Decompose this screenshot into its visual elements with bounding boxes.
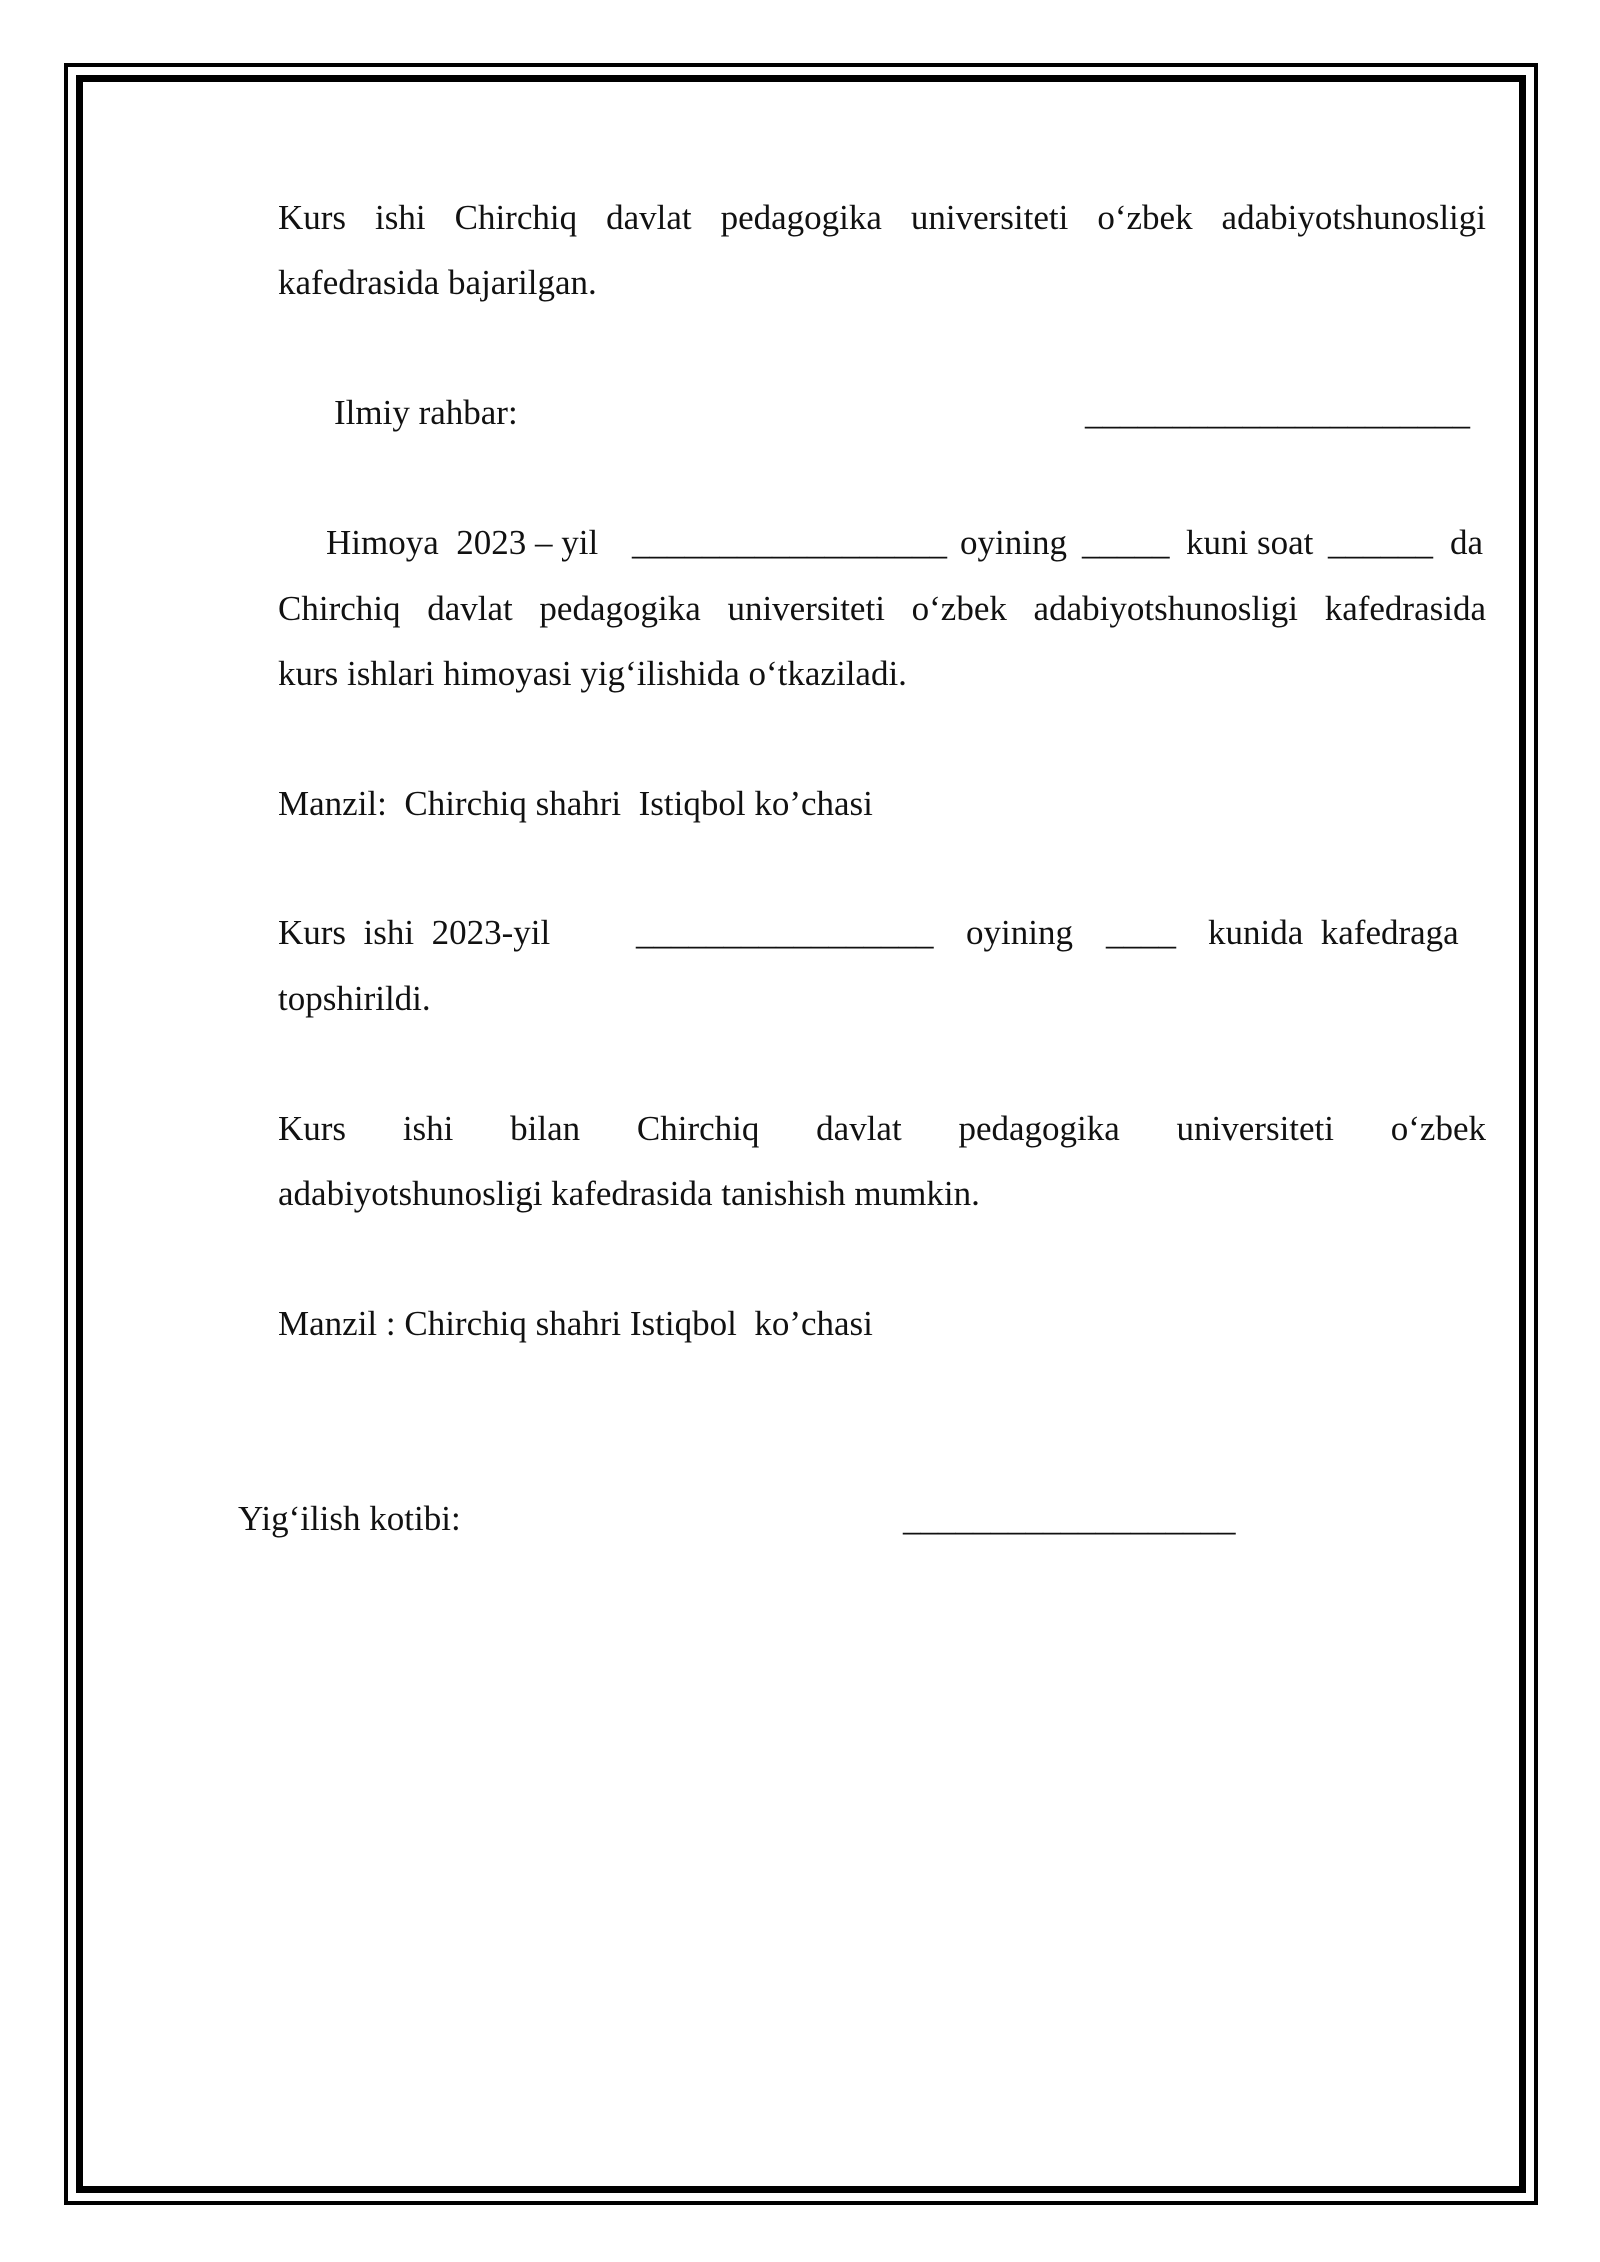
- paragraph-line: Kurs ishi bilan Chirchiq davlat pedagogika universiteti o‘zbek: [278, 1109, 1486, 1148]
- paragraph-submitted-body: [278, 966, 1486, 1031]
- defense-hour-blank: ______: [1328, 523, 1433, 562]
- submitted-suffix: kunida kafedraga: [1208, 913, 1459, 952]
- paragraph-line: kafedrasida bajarilgan.: [278, 263, 597, 302]
- paragraph-line: Chirchiq davlat pedagogika universiteti o‘zbek adabiyotshunosligi kafedrasida: [278, 589, 1486, 628]
- submitted-word-month: oyining: [966, 913, 1073, 952]
- secretary-label: Yig‘ilish kotibi:: [238, 1499, 461, 1538]
- submitted-day-blank: ____: [1106, 913, 1176, 952]
- defense-word-month: oyining: [960, 523, 1067, 562]
- address-line: Manzil : Chirchiq shahri Istiqbol ko’chasi: [278, 1304, 873, 1343]
- supervisor-signature-blank: ______________________: [1085, 393, 1470, 432]
- paragraph-available: [278, 1096, 1486, 1226]
- address-line: Manzil: Chirchiq shahri Istiqbol ko’chasi: [278, 784, 873, 823]
- defense-word-day: kuni soat: [1186, 523, 1314, 562]
- paragraph-defense-body: [278, 576, 1486, 706]
- secretary-signature-blank: ___________________: [903, 1499, 1236, 1538]
- paragraph-line: kurs ishlari himoyasi yig‘ilishida o‘tkaziladi.: [278, 654, 907, 693]
- submitted-prefix: Kurs ishi 2023-yil: [278, 913, 551, 952]
- paragraph-line: topshirildi.: [278, 979, 431, 1018]
- defense-day-blank: _____: [1082, 523, 1170, 562]
- supervisor-label: Ilmiy rahbar:: [334, 393, 518, 432]
- paragraph-line: adabiyotshunosligi kafedrasida tanishish mumkin.: [278, 1174, 980, 1213]
- paragraph-line: Kurs ishi Chirchiq davlat pedagogika universiteti o‘zbek adabiyotshunosligi: [278, 198, 1486, 237]
- defense-month-blank: __________________: [632, 523, 947, 562]
- paragraph-completed-at: [278, 185, 1486, 315]
- defense-prefix: Himoya 2023 – yil: [326, 523, 599, 562]
- defense-word-da: da: [1450, 523, 1484, 562]
- submitted-month-blank: _________________: [636, 913, 934, 952]
